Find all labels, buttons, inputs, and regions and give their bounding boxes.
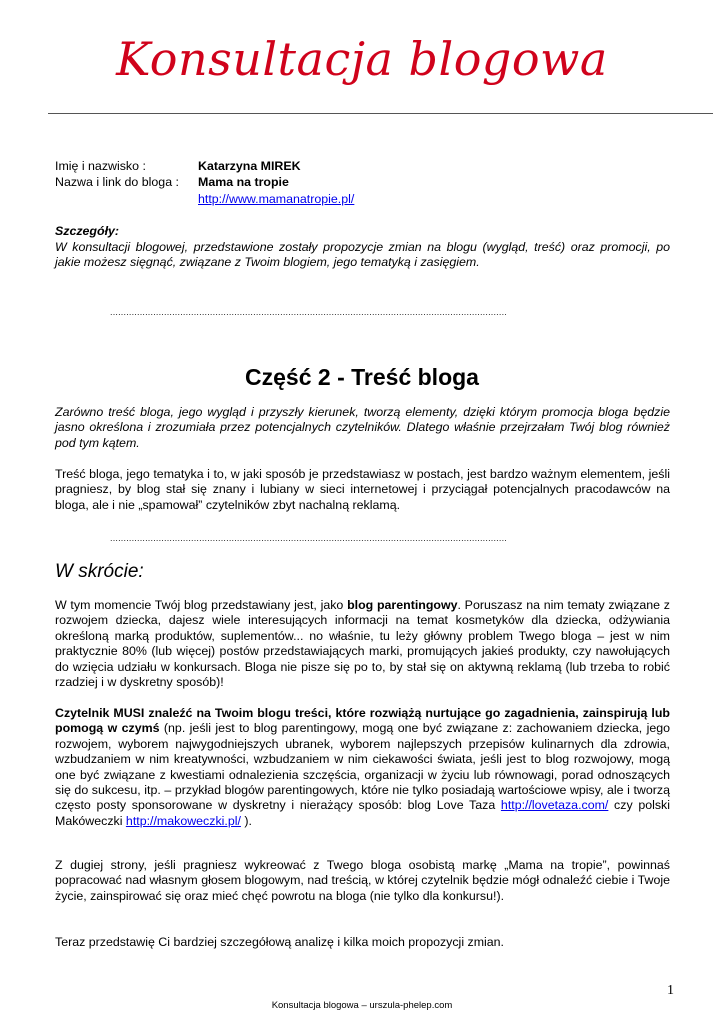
p1-text-b: . Poruszasz na nim tematy związane z rozwojem dziecka, dajesz wiele interesujących informacji na temat kosmetyków dla dziecka, odżywiania określoną marką produktów, suplementów... no właśnie, tu leży główny problem Twego bloga – jest w nim praktycznie 80% (lub więcej) postów przedstawiających marki, promujących jakieś produkty, czy nawołujących do wzięcia udziału w konkursach. Bloga nie pisze się po to, by stał się on aktywną reklamą (lub trzeba to robić rzadziej i w dyskretny sposób)! bbox=[55, 598, 671, 690]
page-number: 1 bbox=[667, 983, 674, 998]
blog-url-link[interactable]: http://www.mamanatropie.pl/ bbox=[198, 192, 355, 206]
part2-paragraph: Treść bloga, jego tematyka i to, w jaki sposób je przedstawiasz w postach, jest bardzo ważnym elementem, jeśli pragniesz, by blog stał się znany i lubiany w sieci internetowej i przyciągał potencjalnych pracodawców na bloga, ale i nie „spamował” czytelników zbyt nachalną reklamą. bbox=[55, 467, 670, 512]
separator-line-2: ................................................................................................................................................... bbox=[110, 535, 507, 541]
part2-intro: Zarówno treść bloga, jego wygląd i przyszły kierunek, tworzą elementy, dzięki którym promocja bloga będzie jasno określona i zrozumiała przez potencjalnych czytelników. Dlatego właśnie przejrzałam Twój blog również pod tym kątem. bbox=[55, 405, 670, 450]
title-divider bbox=[48, 113, 713, 114]
blog-label: Nazwa i link do bloga : bbox=[55, 175, 179, 189]
summary-paragraph-4: Teraz przedstawię Ci bardziej szczegółową analizę i kilka moich propozycji zmian. bbox=[55, 935, 505, 949]
summary-paragraph-2 bbox=[55, 706, 670, 829]
details-heading: Szczegóły: bbox=[55, 224, 120, 238]
summary-heading: W skrócie: bbox=[55, 561, 144, 582]
p1-bold: blog parentingowy bbox=[347, 598, 458, 612]
p2-text-b: czy polski Makóweczki bbox=[55, 798, 671, 828]
name-value: Katarzyna MIREK bbox=[198, 159, 301, 173]
page-footer: Konsultacja blogowa – urszula-phelep.com bbox=[271, 1000, 453, 1011]
separator-line: ................................................................................................................................................... bbox=[110, 309, 507, 315]
p1-text-a: W tym momencie Twój blog przedstawiany jest, jako bbox=[55, 598, 348, 612]
blog-name: Mama na tropie bbox=[198, 175, 289, 189]
p2-bold: Czytelnik MUSI znaleźć na Twoim blogu treści, które rozwiążą nurtujące go zagadnienia, zainspirują lub pomogą w czymś bbox=[55, 706, 670, 736]
summary-paragraph-1 bbox=[55, 598, 670, 690]
summary-paragraph-3: Z dugiej strony, jeśli pragniesz wykreować z Twego bloga osobistą markę „Mama na tropie”, powinnaś popracować nad własnym głosem blogowym, nad treścią, w której czytelnik będzie mógł odnaleźć ciebie i Twoje życie, zainspirować się oraz mieć chęć powrotu na bloga (nie tylko dla konkursu!). bbox=[55, 858, 670, 903]
name-label: Imię i nazwisko : bbox=[55, 159, 146, 173]
details-text: W konsultacji blogowej, przedstawione zostały propozycje zmian na blogu (wygląd, treść) oraz promocji, po jakie możesz sięgnąć, związane z Twoim blogiem, jego tematyką i zasięgiem. bbox=[55, 240, 670, 270]
makoweczki-link[interactable]: http://makoweczki.pl/ bbox=[125, 813, 241, 828]
p2-text-c: ). bbox=[240, 813, 252, 828]
p2-text-a: (np. jeśli jest to blog parentingowy, mogą one być związane z: zachowaniem dziecka, jego rozwojem, wyborem najwygodniejszych ubranek, wyborem najlepszych przepisów kulinarnych dla zdrowia, wzbudzaniem w nim kreatywności, wzbudzaniem w nim ciekawości świata, jeśli jest to blog rozwojowy, mogą one być związane z kwestiami odnalezienia szczęścia, organizacji w życiu lub równowagi, porad odnoszących się do sukcesu, itp. – przykład blogów parentingowych, które nie tylko posiadają wartościowe wpisy, ale i tworzą często posty sponsorowane w dyskretny i nierażący sposób: blog Love Taza bbox=[55, 721, 670, 813]
document-title: Konsultacja blogowa bbox=[116, 32, 608, 86]
part2-heading: Część 2 - Treść bloga bbox=[245, 364, 479, 390]
lovetaza-link[interactable]: http://lovetaza.com/ bbox=[500, 798, 609, 813]
